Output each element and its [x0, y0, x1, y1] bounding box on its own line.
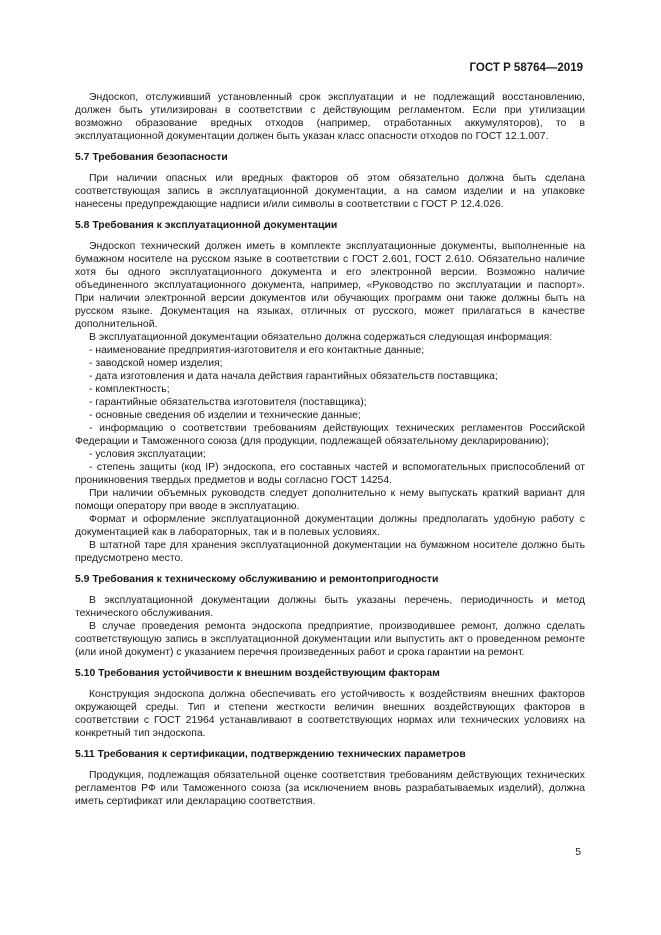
paragraph: В эксплуатационной документации должны быть указаны перечень, периодичность и метод технического обслуживания.	[75, 595, 585, 619]
section-heading: 5.7 Требования безопасности	[75, 152, 228, 163]
paragraph: При наличии объемных руководств следует дополнительно к нему выпускать краткий вариант для помощи оператору при вводе в эксплуатацию.	[75, 488, 585, 512]
paragraph: В случае проведения ремонта эндоскопа предприятие, производившее ремонт, должно сделать соответствующую запись в эксплуатационной документации или выпустить акт о проведенном ремонте (или иной документ) с указанием перечня произведенных работ и срока гарантии на ремонт.	[75, 621, 585, 658]
page-number: 5	[575, 847, 581, 858]
list-item: - основные сведения об изделии и технические данные;	[89, 410, 361, 421]
paragraph: Формат и оформление эксплуатационной документации должны предполагать удобную работу с документацией как в лабораторных, так и в полевых условиях.	[75, 514, 585, 538]
list-item: - дата изготовления и дата начала действия гарантийных обязательств поставщика;	[89, 371, 498, 382]
section-heading: 5.11 Требования к сертификации, подтверждению технических параметров	[75, 749, 466, 760]
paragraph: Продукция, подлежащая обязательной оценке соответствия требованиям действующих технических регламентов РФ или Таможенного союза (за исключением вновь разрабатываемых изделий), должна иметь сертификат или декларацию соответствия.	[75, 770, 585, 807]
paragraph: Конструкция эндоскопа должна обеспечивать его устойчивость к воздействиям внешних факторов окружающей среды. Тип и степени жесткости величин внешних воздействующих факторов в соответствии с ГОСТ 21964 устанавливают в соответствующих нормах или технических условиях на конкретный тип эндоскопа.	[75, 689, 585, 739]
paragraph: Эндоскоп технический должен иметь в комплекте эксплуатационные документы, выполненные на бумажном носителе на русском языке в соответствии с ГОСТ 2.601, ГОСТ 2.610. Обязательно наличие хотя бы одного эксплуатационного документа и его электронной версии. Возможно наличие объединенного эксплуатационного документа, например, «Руководство по эксплуатации и паспорт». При наличии электронной версии документов или обучающих программ они также должны быть на русском языке. Документация на языках, отличных от русского, может прилагаться в качестве дополнительной.	[75, 241, 585, 330]
list-item: - условия эксплуатации;	[89, 449, 206, 460]
standard-code-header: ГОСТ Р 58764—2019	[469, 62, 583, 74]
list-item: - информацию о соответствии требованиям действующих технических регламентов Российской Федерации и Таможенного союза (для продукции, подлежащей обязательному декларированию);	[75, 423, 585, 447]
paragraph: В штатной таре для хранения эксплуатационной документации на бумажном носителе должно быть предусмотрено место.	[75, 540, 585, 564]
list-item: - степень защиты (код IP) эндоскопа, его составных частей и вспомогательных приспособлений от проникновения твердых предметов и воды согласно ГОСТ 14254.	[75, 462, 585, 486]
paragraph: При наличии опасных или вредных факторов об этом обязательно должна быть сделана соответствующая запись в эксплуатационной документации, а на самом изделии и на упаковке нанесены предупреждающие надписи и/или символы в соответствии с ГОСТ Р 12.4.026.	[75, 173, 585, 210]
list-item: - комплектность;	[89, 384, 170, 395]
section-heading: 5.9 Требования к техническому обслуживанию и ремонтопригодности	[75, 574, 439, 585]
list-item: - заводской номер изделия;	[89, 358, 223, 369]
paragraph: Эндоскоп, отслуживший установленный срок эксплуатации и не подлежащий восстановлению, должен быть утилизирован в соответствии с действующим регламентом. Если при утилизации возможно образование вредных отходов (например, отработанных аккумуляторов), то в эксплуатационной документации должен быть указан класс опасности отходов по ГОСТ 12.1.007.	[75, 92, 585, 142]
document-body	[75, 91, 585, 808]
paragraph: В эксплуатационной документации обязательно должна содержаться следующая информация:	[89, 332, 553, 343]
list-item: - наименование предприятия-изготовителя и его контактные данные;	[89, 345, 425, 356]
section-heading: 5.10 Требования устойчивости к внешним воздействующим факторам	[75, 668, 440, 679]
list-item: - гарантийные обязательства изготовителя (поставщика);	[89, 397, 367, 408]
section-heading: 5.8 Требования к эксплуатационной документации	[75, 220, 338, 231]
